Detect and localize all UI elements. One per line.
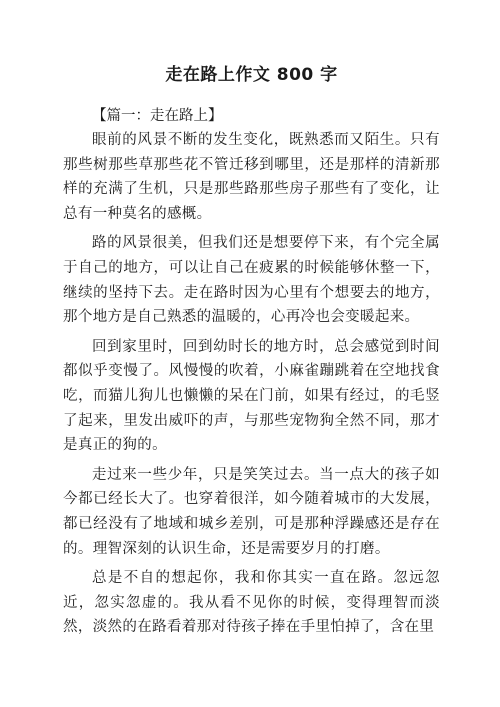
document-title: 走在路上作文 800 字	[165, 65, 338, 85]
paragraph-1: 眼前的风景不断的发生变化，既熟悉而又陌生。只有那些树那些草那些花不管迁移到哪里，还是那样的清新那样的充满了生机，只是那些路那些房子那些有了变化，让总有一种莫名的感概。	[63, 132, 440, 222]
document-page	[63, 58, 440, 645]
paragraph-5: 总是不自的想起你，我和你其实一直在路。忽远忽近，忽实忽虚的。我从看不见你的时候，变得理智而淡然，淡然的在路看着那对待孩子捧在手里怕掉了，含在里	[63, 570, 440, 636]
paragraph-2: 路的风景很美，但我们还是想要停下来，有个完全属于自己的地方，可以让自己在疲累的时候能够休整一下，继续的坚持下去。走在路时因为心里有个想要去的地方，那个地方是自己熟悉的温暖的，心再冷也会变暖起来。	[63, 235, 440, 326]
section-heading: 【篇一：走在路上】	[92, 108, 223, 124]
paragraph-3: 回到家里时，回到幼时长的地方时，总会感觉到时间都似乎变慢了。风慢慢的吹着，小麻雀蹦跳着在空地找食吃，而猫儿狗儿也懒懒的呆在门前，如果有经过，的毛竖了起来，里发出威吓的声，与那些宠物狗全然不同，那才是真正的狗的。	[63, 338, 440, 454]
paragraph-4: 走过来一些少年，只是笑笑过去。当一点大的孩子如今都已经长大了。也穿着很洋，如今随着城市的大发展，都已经没有了地域和城乡差别，可是那种浮躁感还是存在的。理智深刻的认识生命，还是需要岁月的打磨。	[63, 466, 440, 557]
